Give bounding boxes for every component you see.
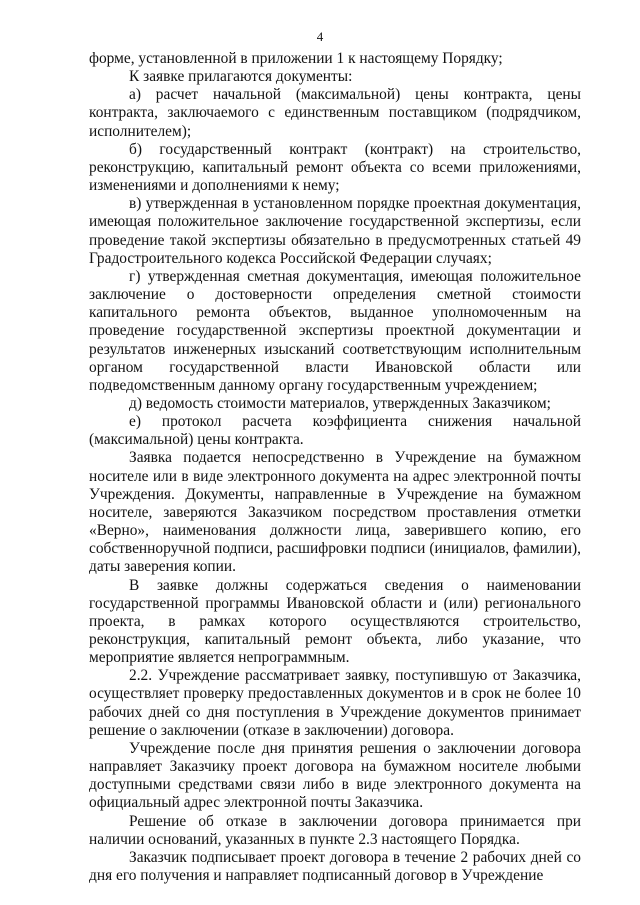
paragraph-11: 2.2. Учреждение рассматривает заявку, поступившую от Заказчика, осуществляет проверку предоставленных документов и в срок не более 10 рабочих дней со дня поступления в Учреждение документов принимает решение о заключении (отказе в заключении) договора. — [89, 667, 581, 739]
paragraph-5: в) утвержденная в установленном порядке проектная документация, имеющая положительное заключение государственной экспертизы, если проведение такой экспертизы обязательно в предусмотренных статьей 49 Градостроительного кодекса Российской Федерации случаях; — [89, 195, 581, 267]
paragraph-4: б) государственный контракт (контракт) на строительство, реконструкцию, капитальный ремонт объекта со всеми приложениями, изменениями и дополнениями к нему; — [89, 140, 581, 195]
paragraph-2: К заявке прилагаются документы: — [129, 68, 353, 86]
paragraph-8: е) протокол расчета коэффициента снижения начальной (максимальной) цены контракта. — [89, 413, 581, 449]
page-number: 4 — [316, 29, 324, 44]
paragraph-13: Решение об отказе в заключении договора принимается при наличии оснований, указанных в пункте 2.3 настоящего Порядка. — [89, 812, 581, 848]
paragraph-7: д) ведомость стоимости материалов, утвержденных Заказчиком; — [129, 394, 551, 412]
paragraph-1: форме, установленной в приложении 1 к настоящему Порядку; — [89, 50, 503, 67]
paragraph-6: г) утвержденная сметная документация, имеющая положительное заключение о достоверности определения сметной стоимости капитального ремонта объектов, выданное уполномоченным на проведение государственной экспертизы проектной документации и результатов инженерных изысканий соответствующим исполнительным органом государственной власти Ивановской области или подведомственным данному органу государственным учреждением; — [89, 267, 581, 394]
paragraph-14: Заказчик подписывает проект договора в течение 2 рабочих дней со дня его получения и направляет подписанный договор в Учреждение — [89, 848, 581, 885]
document-body — [89, 50, 581, 885]
paragraph-3: а) расчет начальной (максимальной) цены контракта, цены контракта, заключаемого с единственным поставщиком (подрядчиком, исполнителем); — [89, 86, 581, 140]
paragraph-9: Заявка подается непосредственно в Учреждение на бумажном носителе или в виде электронного документа на адрес электронной почты Учреждения. Документы, направленные в Учреждение на бумажном носителе, заверяются Заказчиком посредством проставления отметки «Верно», наименования должности лица, заверившего копию, его собственноручной подписи, расшифровки подписи (инициалов, фамилии), даты заверения копии. — [89, 449, 581, 576]
paragraph-12: Учреждение после дня принятия решения о заключении договора направляет Заказчику проект договора на бумажном носителе любыми доступными средствами связи либо в виде электронного документа на официальный адрес электронной почты Заказчика. — [89, 739, 581, 812]
paragraph-10: В заявке должны содержаться сведения о наименовании государственной программы Ивановской области и (или) регионального проекта, в рамках которого осуществляются строительство, реконструкция, капитальный ремонт объекта, либо указание, что мероприятие является непрограммным. — [89, 576, 581, 667]
